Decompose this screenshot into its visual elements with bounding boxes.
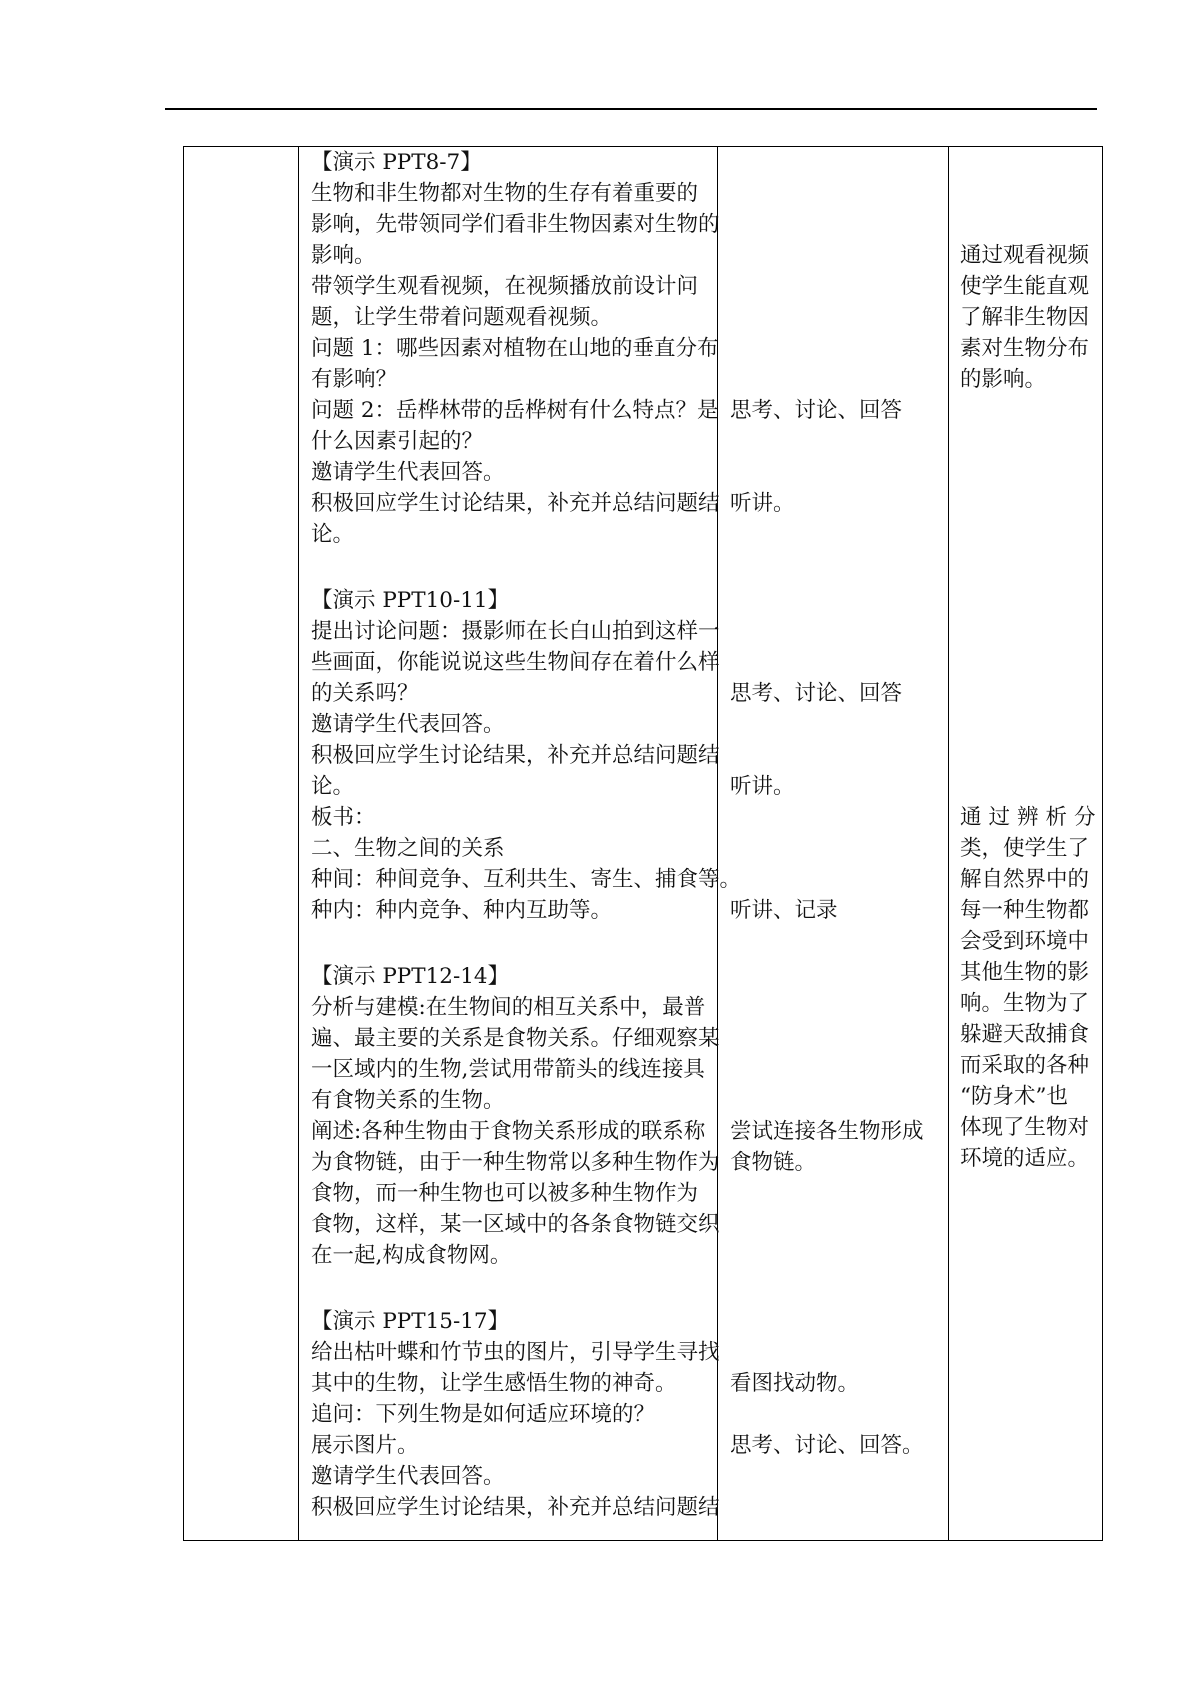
teacher-line: 【演示 PPT8-7】 xyxy=(311,150,482,175)
teacher-line: 为食物链，由于一种生物常以多种生物作为 xyxy=(311,1150,720,1175)
table-row xyxy=(184,147,1103,1541)
intent-line: 而采取的各种 xyxy=(960,1053,1090,1078)
teacher-line: 论。 xyxy=(311,522,355,547)
teacher-line: 邀请学生代表回答。 xyxy=(311,712,505,737)
teacher-line: 的关系吗？ xyxy=(311,681,419,706)
student-line: 思考、讨论、回答。 xyxy=(730,1433,924,1458)
intent-line: 通过观看视频 xyxy=(960,243,1090,268)
student-line: 看图找动物。 xyxy=(730,1371,860,1396)
intent-line: 类，使学生了 xyxy=(960,836,1090,861)
teacher-line: 有影响？ xyxy=(311,367,398,392)
intent-line: 环境的适应。 xyxy=(960,1146,1090,1171)
student-line: 思考、讨论、回答 xyxy=(730,681,903,706)
teacher-line: 一区域内的生物,尝试用带箭头的线连接具 xyxy=(311,1057,705,1082)
intent-line: 解自然界中的 xyxy=(960,867,1090,892)
intent-line: 会受到环境中 xyxy=(960,929,1090,954)
teacher-line: 【演示 PPT15-17】 xyxy=(311,1309,510,1334)
student-line: 听讲。 xyxy=(730,774,795,799)
teacher-line: 其中的生物，让学生感悟生物的神奇。 xyxy=(311,1371,677,1396)
teacher-line: 有食物关系的生物。 xyxy=(311,1088,505,1113)
teacher-line: 食物，而一种生物也可以被多种生物作为 xyxy=(311,1181,699,1206)
header-rule xyxy=(165,108,1097,110)
teacher-line: 【演示 PPT10-11】 xyxy=(311,588,510,613)
intent-line: 的影响。 xyxy=(960,367,1047,392)
teacher-line: 积极回应学生讨论结果，补充并总结问题结 xyxy=(311,743,720,768)
teacher-line: 论。 xyxy=(311,774,355,799)
intent-line: 通过辨析分 xyxy=(960,805,1103,830)
student-line: 听讲、记录 xyxy=(730,898,838,923)
student-line: 思考、讨论、回答 xyxy=(730,398,903,423)
teacher-line: 邀请学生代表回答。 xyxy=(311,1464,505,1489)
teacher-line: 生物和非生物都对生物的生存有着重要的 xyxy=(311,181,699,206)
teacher-line: 影响。 xyxy=(311,243,376,268)
teacher-line: 提出讨论问题：摄影师在长白山拍到这样一 xyxy=(311,619,720,644)
teacher-line: 在一起,构成食物网。 xyxy=(311,1243,512,1268)
stage-cell xyxy=(184,147,299,1541)
teacher-line: 食物，这样，某一区域中的各条食物链交织 xyxy=(311,1212,720,1237)
teacher-line: 【演示 PPT12-14】 xyxy=(311,964,510,989)
intent-line: 素对生物分布 xyxy=(960,336,1090,361)
intent-line: 体现了生物对 xyxy=(960,1115,1090,1140)
intent-line: 响。生物为了 xyxy=(960,991,1090,1016)
teacher-line: 积极回应学生讨论结果，补充并总结问题结 xyxy=(311,1495,720,1520)
intent-line: 使学生能直观 xyxy=(960,274,1090,299)
student-line: 听讲。 xyxy=(730,491,795,516)
teacher-line: 种间：种间竞争、互利共生、寄生、捕食等。 xyxy=(311,867,742,892)
teacher-line: 板书： xyxy=(311,805,376,830)
teacher-line: 种内：种内竞争、种内互助等。 xyxy=(311,898,613,923)
intent-line: 每一种生物都 xyxy=(960,898,1090,923)
student-activity-cell xyxy=(718,147,949,1541)
intent-line: “防身术”也 xyxy=(960,1084,1068,1109)
teacher-line: 邀请学生代表回答。 xyxy=(311,460,505,485)
teacher-activity-cell xyxy=(299,147,742,1541)
teacher-line: 阐述:各种生物由于食物关系形成的联系称 xyxy=(311,1119,706,1144)
student-line: 食物链。 xyxy=(730,1150,817,1175)
intent-line: 其他生物的影 xyxy=(960,960,1090,985)
teacher-line: 分析与建模:在生物间的相互关系中，最普 xyxy=(311,995,706,1020)
student-line: 尝试连接各生物形成 xyxy=(730,1119,924,1144)
teacher-line: 遍、最主要的关系是食物关系。仔细观察某 xyxy=(311,1026,720,1051)
teacher-line: 题，让学生带着问题观看视频。 xyxy=(311,305,613,330)
intent-line: 躲避天敌捕食 xyxy=(960,1022,1090,1047)
design-intent-cell xyxy=(949,147,1103,1541)
intent-line: 了解非生物因 xyxy=(960,305,1090,330)
teacher-line: 问题 1：哪些因素对植物在山地的垂直分布 xyxy=(311,336,719,361)
teacher-line: 带领学生观看视频，在视频播放前设计问 xyxy=(311,274,699,299)
teacher-line: 问题 2：岳桦林带的岳桦树有什么特点？是 xyxy=(311,398,719,423)
teacher-line: 展示图片。 xyxy=(311,1433,419,1458)
teacher-line: 些画面，你能说说这些生物间存在着什么样 xyxy=(311,650,720,675)
teacher-line: 给出枯叶蝶和竹节虫的图片，引导学生寻找 xyxy=(311,1340,720,1365)
teacher-line: 积极回应学生讨论结果，补充并总结问题结 xyxy=(311,491,720,516)
teacher-line: 追问：下列生物是如何适应环境的？ xyxy=(311,1402,656,1427)
lesson-table xyxy=(183,146,1103,1541)
teacher-line: 二、生物之间的关系 xyxy=(311,836,505,861)
teacher-line: 影响，先带领同学们看非生物因素对生物的 xyxy=(311,212,720,237)
teacher-line: 什么因素引起的？ xyxy=(311,429,484,454)
